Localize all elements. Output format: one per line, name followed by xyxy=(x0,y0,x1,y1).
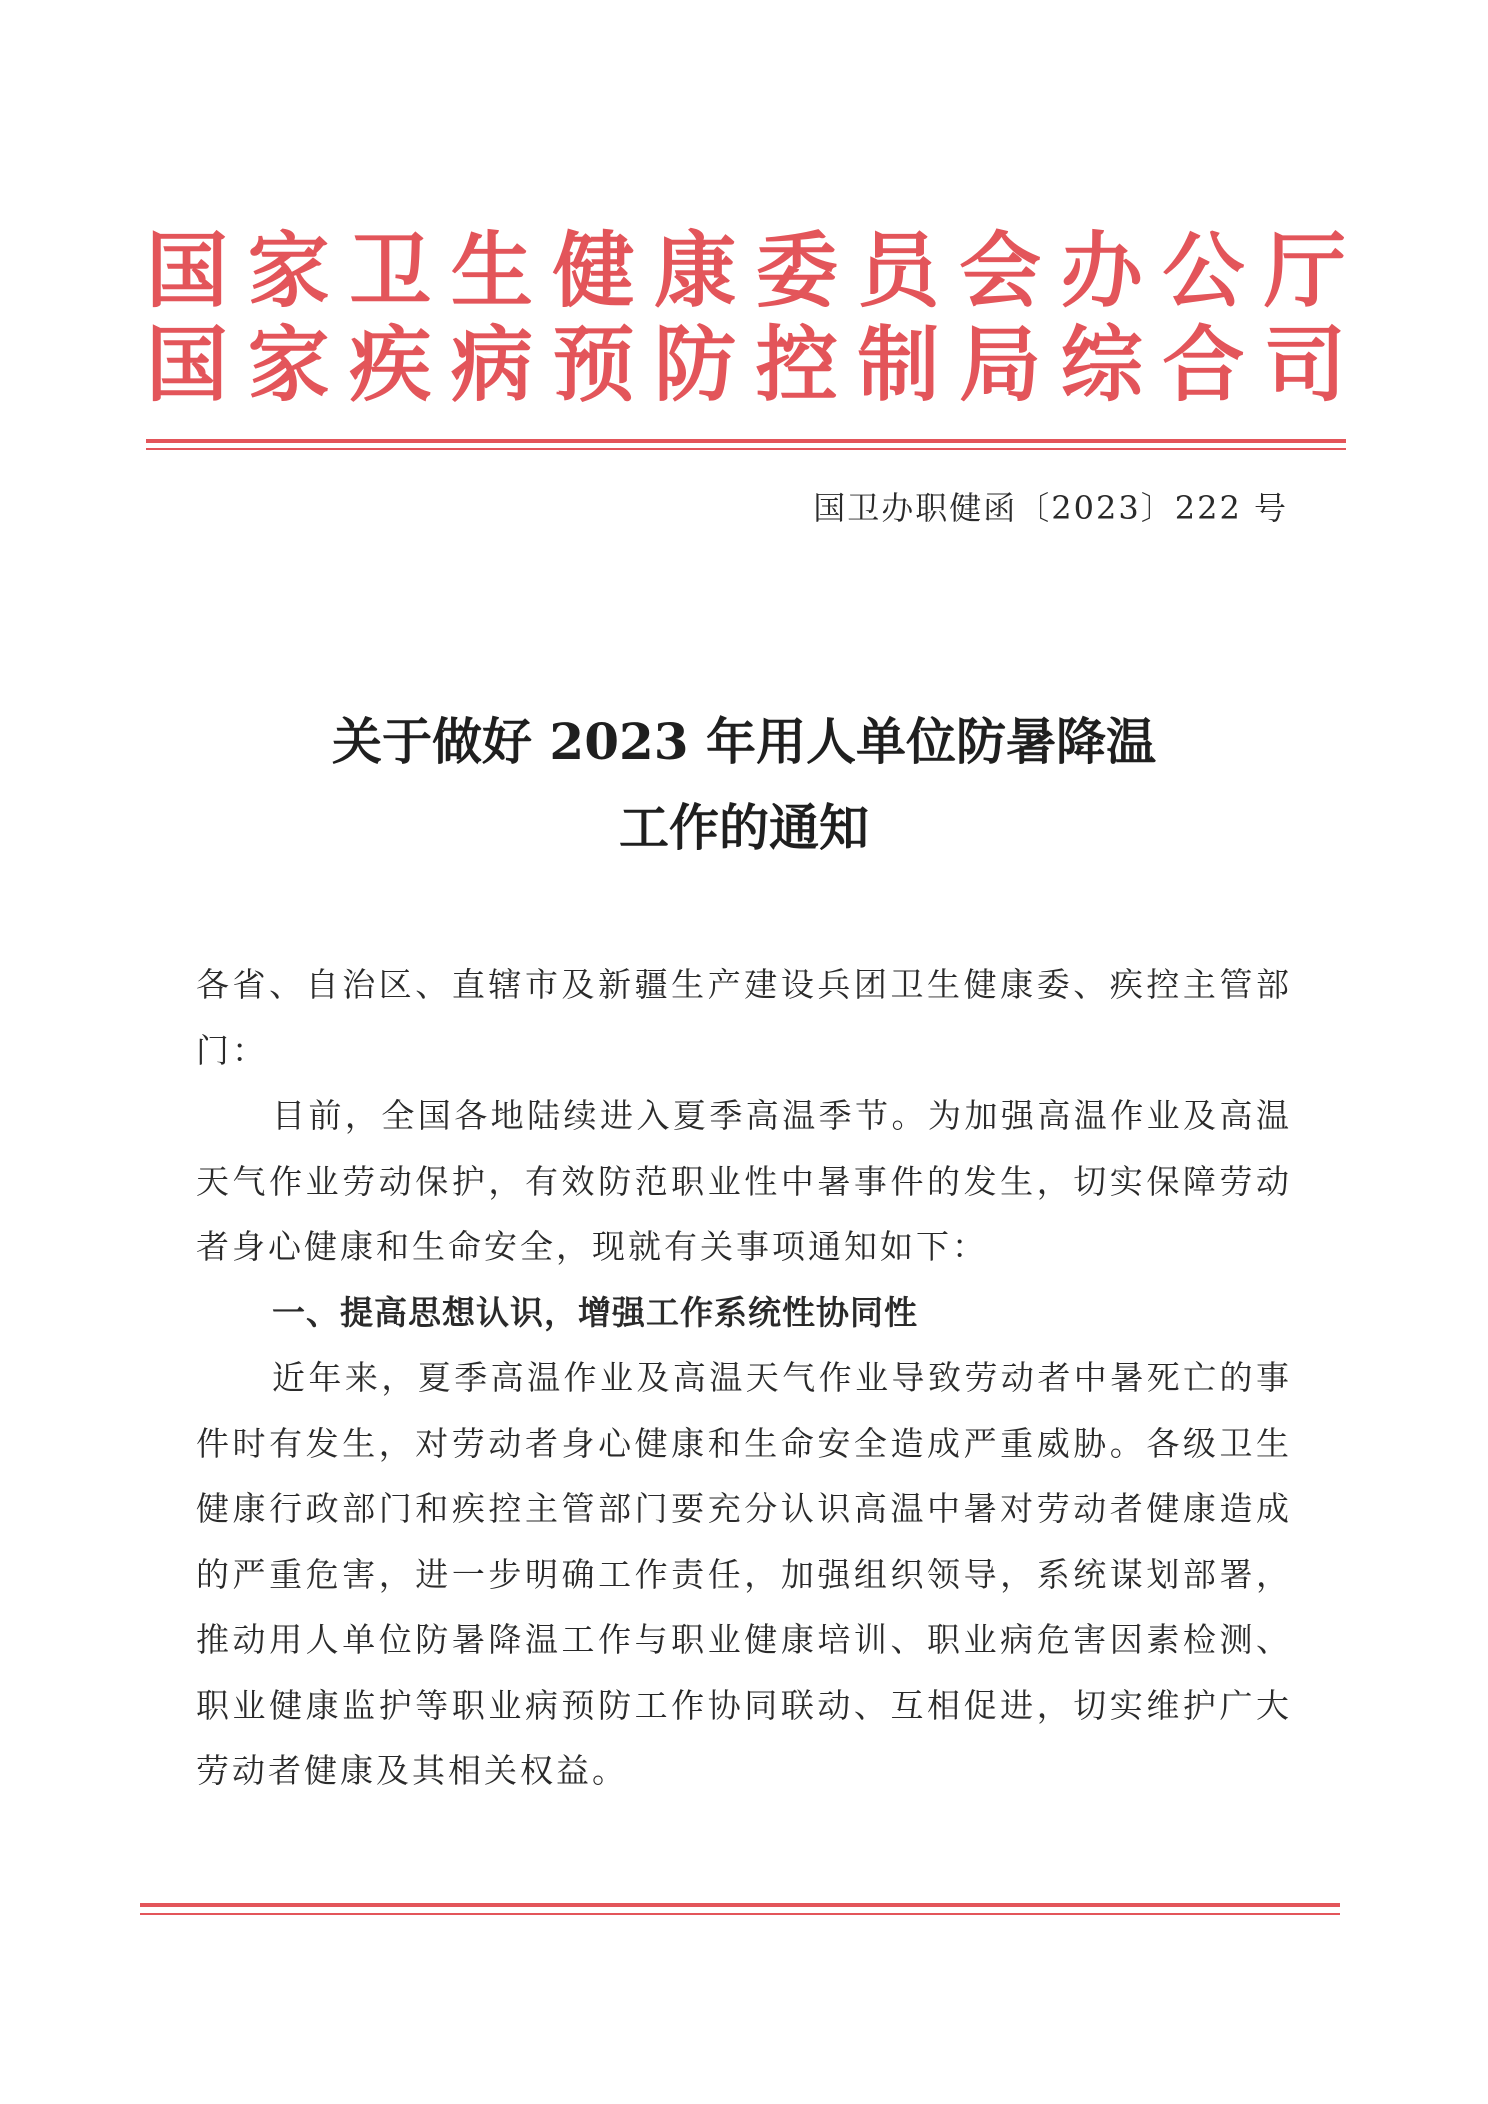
letterhead-divider-thin xyxy=(146,448,1346,450)
section-1-heading: 一、提高思想认识，增强工作系统性协同性 xyxy=(272,1292,918,1332)
document-title-line-2: 工作的通知 xyxy=(619,798,869,857)
addressee: 各省、自治区、直辖市及新疆生产建设兵团卫生健康委、疾控主管部门： xyxy=(196,965,1292,1070)
section-1-paragraph: 近年来，夏季高温作业及高温天气作业导致劳动者中暑死亡的事件时有发生，对劳动者身心健康和生命安全造成严重威胁。各级卫生健康行政部门和疾控主管部门要充分认识高温中暑对劳动者健康造成的严重危害，进一步明确工作责任，加强组织领导，系统谋划部署，推动用人单位防暑降温工作与职业健康培训、职业病危害因素检测、职业健康监护等职业病预防工作协同联动、互相促进，切实维护广大劳动者健康及其相关权益。 xyxy=(196,1358,1292,1790)
document-title-line-1: 关于做好 2023 年用人单位防暑降温 xyxy=(332,712,1156,771)
intro-paragraph: 目前，全国各地陆续进入夏季高温季节。为加强高温作业及高温天气作业劳动保护，有效防范职业性中暑事件的发生，切实保障劳动者身心健康和生命安全，现就有关事项通知如下： xyxy=(196,1096,1292,1266)
document-number: 国卫办职健函〔2023〕222 号 xyxy=(813,489,1288,527)
footer-divider-thin xyxy=(140,1913,1340,1915)
letterhead-line-2: 国家疾病预防控制局综合司 xyxy=(146,318,1346,413)
letterhead-divider-thick xyxy=(146,439,1346,443)
footer-divider-thick xyxy=(140,1903,1340,1907)
letterhead-line-1: 国家卫生健康委员会办公厅 xyxy=(146,224,1346,319)
document-body xyxy=(196,952,1292,1804)
